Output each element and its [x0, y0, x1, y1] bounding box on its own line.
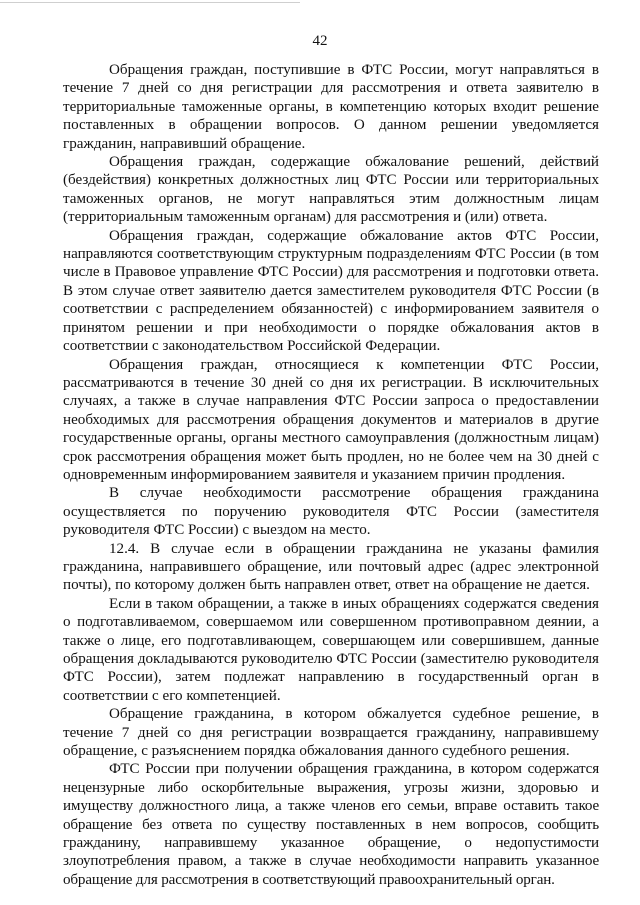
paragraph-review-period: Обращения граждан, относящиеся к компетенции ФТС России, рассматриваются в течение 30 дней со дня их регистрации. В исключительных случаях, а также в случае направления ФТС России запроса о предоставлении необходимых для рассмотрения обращения документов и материалов в другие государственные органы, органы местного самоуправления (должностным лицам) срок рассмотрения обращения может быть продлен, но не более чем на 30 дней с одновременным информированием заявителя и указанием причин продления.: [63, 356, 599, 483]
paragraph-complaints-against-officials: Обращения граждан, содержащие обжалование решений, действий (бездействия) конкретных должностных лиц ФТС России или территориальных таможенных органов, не могут направляться этим должностным лицам (территориальным таможенным органам) для рассмотрения и (или) ответа.: [63, 154, 599, 226]
document-body: [63, 61, 599, 889]
paragraph-offensive-content: ФТС России при получении обращения гражданина, в котором содержатся нецензурные либо оскорбительные выражения, угрозы жизни, здоровью и имуществу должностного лица, а также членов его семьи, вправе оставить такое обращение без ответа по существу поставленных в нем вопросов, сообщить гражданину, направившему указанное обращение, о недопустимости злоупотребления правом, а также в случае необходимости направить указанное обращение для рассмотрения в соответствующий правоохранительный орган.: [63, 761, 599, 888]
paragraph-on-site-review: В случае необходимости рассмотрение обращения гражданина осуществляется по поручению руководителя ФТС России (заместителя руководителя ФТС России) с выездом на место.: [63, 485, 599, 539]
paragraph-court-decisions: Обращение гражданина, в котором обжалуется судебное решение, в течение 7 дней со дня регистрации возвращается гражданину, направившему обращение, с разъяснением порядка обжалования данного судебного решения.: [63, 706, 599, 760]
paragraph-unlawful-acts: Если в таком обращении, а также в иных обращениях содержатся сведения о подготавливаемом, совершаемом или совершенном противоправном деянии, а также о лице, его подготавливающем, совершающем или совершившем, данные обращения докладываются руководителю ФТС России (заместителю руководителя ФТС России), затем подлежат направлению в государственный орган в соответствии с его компетенцией.: [63, 595, 599, 704]
paragraph-regional-forwarding: Обращения граждан, поступившие в ФТС России, могут направляться в течение 7 дней со дня регистрации для рассмотрения и ответа заявителю в территориальные таможенные органы, в компетенцию которых входит решение поставленных в обращении вопросов. О данном решении уведомляется гражданин, направивший обращение.: [63, 62, 599, 152]
paragraph-complaints-against-acts: Обращения граждан, содержащие обжалование актов ФТС России, направляются соответствующим структурным подразделениям ФТС России (в том числе в Правовое управление ФТС России) для рассмотрения и подготовки ответа. В этом случае ответ заявителю дается заместителем руководителя ФТС России (в соответствии с распределением обязанностей) с информированием заявителя о принятом решении и при необходимости о порядке обжалования актов в соответствии с законодательством Российской Федерации.: [63, 227, 599, 355]
page-number: 42: [312, 33, 328, 49]
scan-edge-line: [0, 2, 300, 3]
paragraph-section-12-4: 12.4. В случае если в обращении гражданина не указаны фамилия гражданина, направившего обращение, или почтовый адрес (адрес электронной почты), по которому должен быть направлен ответ, ответ на обращение не дается.: [63, 540, 599, 594]
